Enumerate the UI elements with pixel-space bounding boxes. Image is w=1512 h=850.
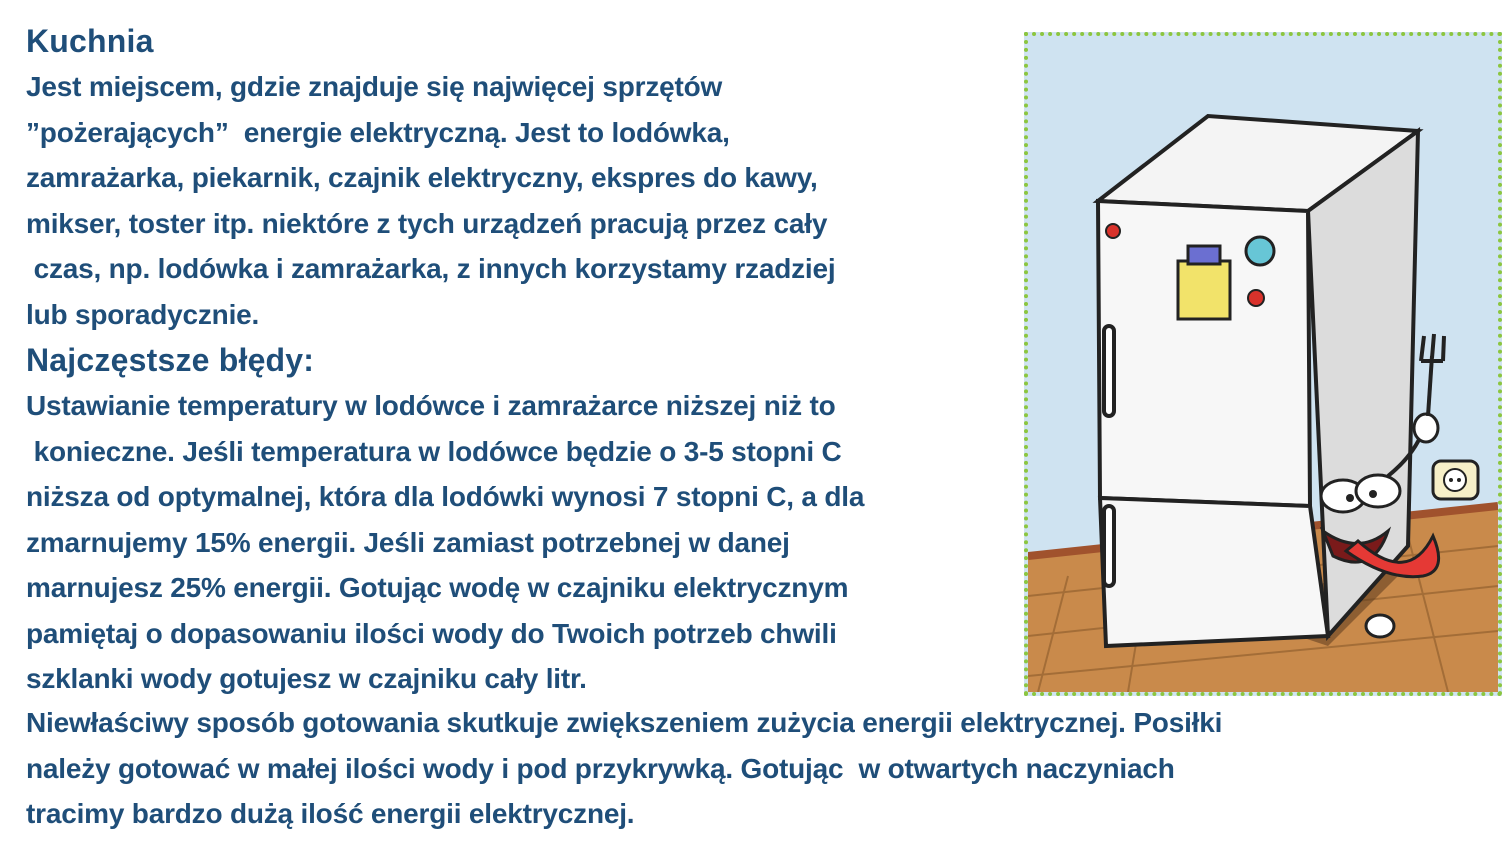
note-clip-magnet <box>1188 246 1220 264</box>
upper-text-block <box>26 18 1036 702</box>
mistakes-paragraph-line: niższa od optymalnej, która dla lodówki wynosi 7 stopni C, a dla <box>26 481 865 512</box>
fork-icon <box>1421 334 1444 416</box>
right-eye <box>1356 475 1400 507</box>
right-pupil <box>1369 490 1377 498</box>
socket-hole <box>1449 478 1453 482</box>
kitchen-paragraph-line: mikser, toster itp. niektóre z tych urządzeń pracują przez cały <box>26 207 828 239</box>
mistakes-paragraph-line: marnujesz 25% energii. Gotując wodę w czajniku elektrycznym <box>26 572 849 603</box>
fridge-lower-door <box>1100 498 1328 646</box>
lower-hand <box>1366 615 1394 637</box>
kitchen-paragraph-line: Jest miejscem, gdzie znajduje się najwięcej sprzętów <box>26 71 723 102</box>
refrigerator-cartoon-image <box>1028 36 1498 692</box>
mistakes-paragraph-line: konieczne. Jeśli temperatura w lodówce będzie o 3-5 stopni C <box>26 435 842 467</box>
cooking-paragraph-line: należy gotować w małej ilości wody i pod przykrywką. Gotując w otwartych naczyniach <box>26 752 1175 784</box>
sticky-note-magnet <box>1178 261 1230 319</box>
red-sticker-icon <box>1106 224 1120 238</box>
socket-face <box>1444 469 1466 491</box>
socket-hole <box>1457 478 1461 482</box>
cooking-paragraph-line: tracimy bardzo dużą ilość energii elektrycznej. <box>26 798 635 829</box>
kitchen-heading: Kuchnia <box>26 23 154 59</box>
cooking-paragraph-line: Niewłaściwy sposób gotowania skutkuje zwiększeniem zużycia energii elektrycznej. Posiłki <box>26 707 1223 738</box>
upper-door-handle <box>1104 326 1114 416</box>
mistakes-paragraph-line: pamiętaj o dopasowaniu ilości wody do Twoich potrzeb chwili <box>26 617 837 649</box>
lower-door-handle <box>1104 506 1114 586</box>
kitchen-paragraph-line: lub sporadycznie. <box>26 298 260 330</box>
mistakes-paragraph-line: zmarnujemy 15% energii. Jeśli zamiast potrzebnej w danej <box>26 526 790 558</box>
kitchen-paragraph-line: czas, np. lodówka i zamrażarka, z innych korzystamy rzadziej <box>26 253 836 284</box>
snowflake-magnet-icon <box>1246 237 1274 265</box>
left-pupil <box>1346 494 1354 502</box>
common-mistakes-heading: Najczęstsze błędy: <box>26 342 315 378</box>
refrigerator-illustration <box>1024 32 1502 696</box>
kitchen-paragraph-line: ”pożerających” energie elektryczną. Jest to lodówka, <box>26 116 730 148</box>
lower-text-block <box>26 700 1496 837</box>
mistakes-paragraph-line: szklanki wody gotujesz w czajniku cały litr. <box>26 663 587 694</box>
hand <box>1414 414 1438 442</box>
kitchen-paragraph-line: zamrażarka, piekarnik, czajnik elektryczny, ekspres do kawy, <box>26 162 818 193</box>
mistakes-paragraph-line: Ustawianie temperatury w lodówce i zamrażarce niższej niż to <box>26 390 836 421</box>
ladybug-magnet-icon <box>1248 290 1264 306</box>
